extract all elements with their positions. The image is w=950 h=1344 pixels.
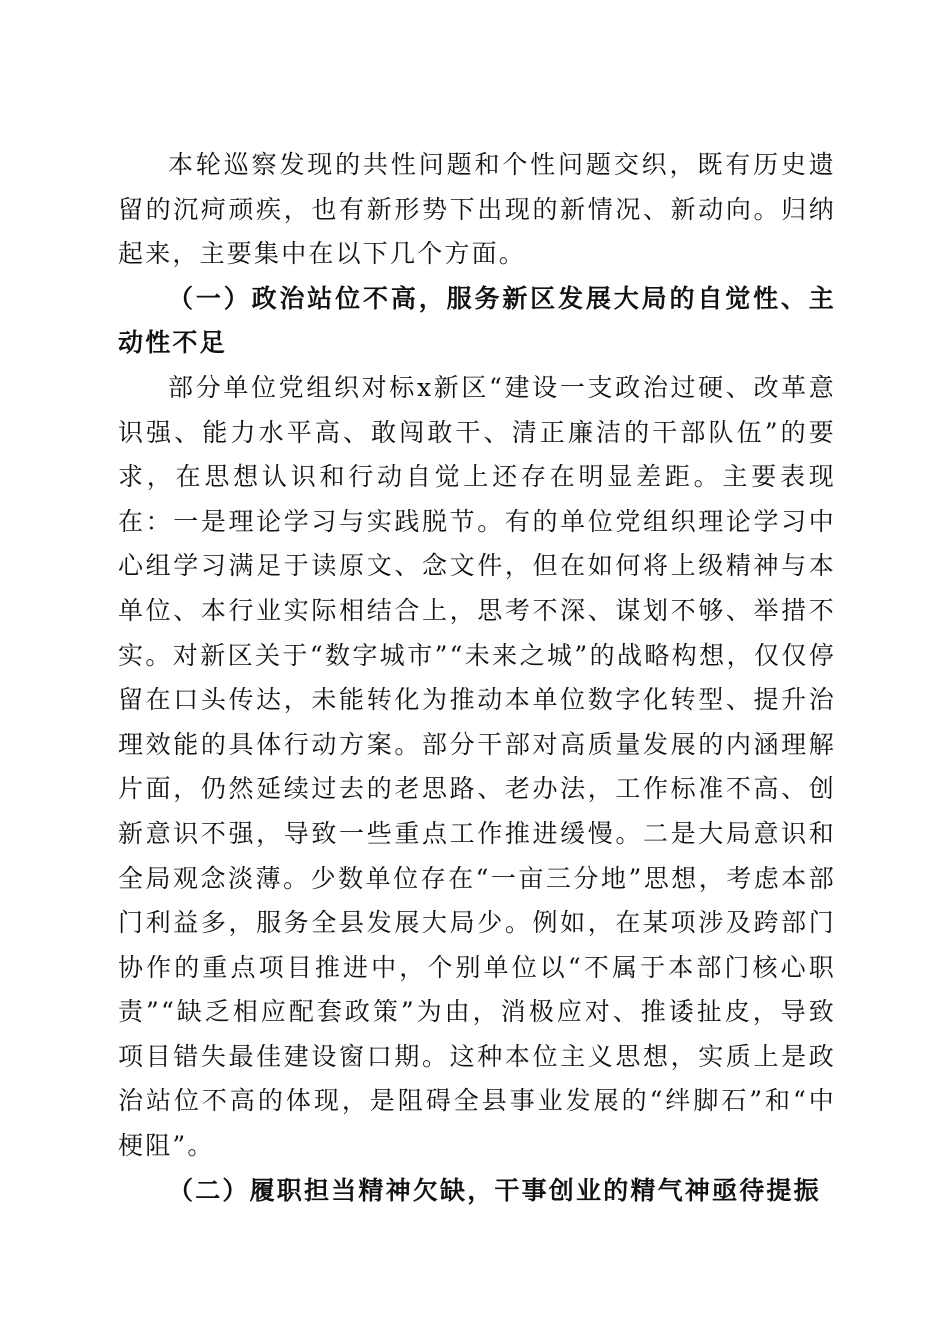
section-heading-1: （一）政治站位不高，服务新区发展大局的自觉性、主动性不足 [118,283,836,358]
document-body [118,143,836,1213]
section-1-paragraph: 部分单位党组织对标x新区“建设一支政治过硬、改革意识强、能力水平高、敢闯敢干、清正廉洁的干部队伍”的要求，在思想认识和行动自觉上还存在明显差距。主要表现在：一是理论学习与实践脱节。有的单位党组织理论学习中心组学习满足于读原文、念文件，但在如何将上级精神与本单位、本行业实际相结合上，思考不深、谋划不够、举措不实。对新区关于“数字城市”“未来之城”的战略构想，仅仅停留在口头传达，未能转化为推动本单位数字化转型、提升治理效能的具体行动方案。部分干部对高质量发展的内涵理解片面，仍然延续过去的老思路、老办法，工作标准不高、创新意识不强，导致一些重点工作推进缓慢。二是大局意识和全局观念淡薄。少数单位存在“一亩三分地”思想，考虑本部门利益多，服务全县发展大局少。例如，在某项涉及跨部门协作的重点项目推进中，个别单位以“不属于本部门核心职责”“缺乏相应配套政策”为由，消极应对、推诿扯皮，导致项目错失最佳建设窗口期。这种本位主义思想，实质上是政治站位不高的体现，是阻碍全县事业发展的“绊脚石”和“中梗阻”。 [118,372,836,1161]
section-heading-2: （二）履职担当精神欠缺，干事创业的精气神亟待提振 [168,1175,821,1205]
intro-paragraph: 本轮巡察发现的共性问题和个性问题交织，既有历史遗留的沉疴顽疾，也有新形势下出现的新情况、新动向。归纳起来，主要集中在以下几个方面。 [118,150,836,269]
